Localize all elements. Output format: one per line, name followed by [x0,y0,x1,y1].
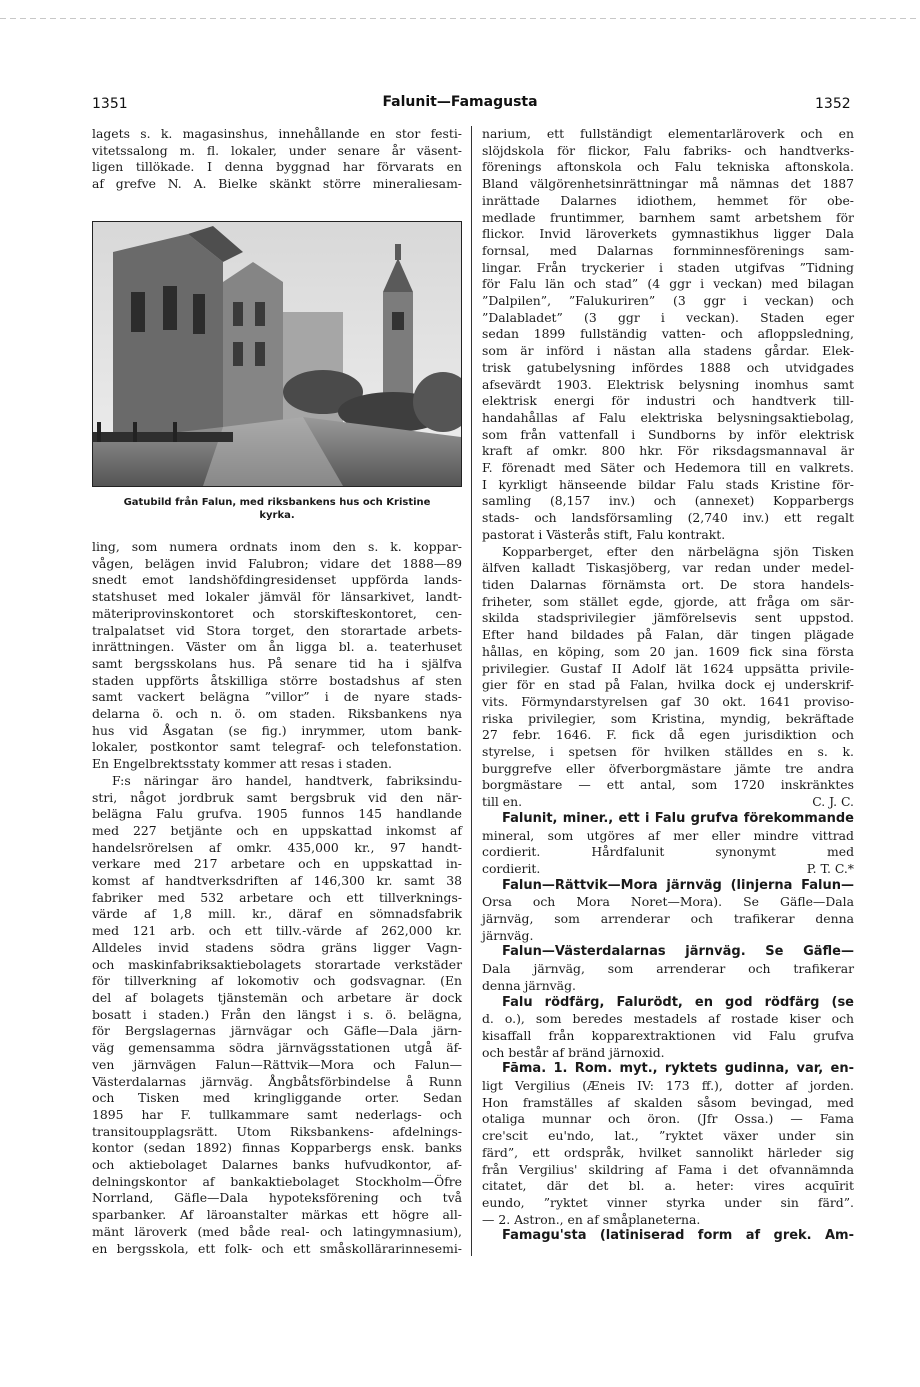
text-line: snedt emot landshöfdingresidenset uppförda lands- [92,572,462,588]
street-photo [92,221,462,487]
text-line: Bland välgörenhetsinrättningar må nämnas det 1887 [482,176,854,192]
text-line: ligt Vergilius (Æneis IV: 173 ff.), dotter af jorden. [482,1078,854,1094]
text-line: hållas, en köping, som 20 jan. 1609 fick sina första [482,643,854,659]
text-line: del af bolagets tjänstemän och arbetare är dock [92,989,462,1005]
text-line: som från vattenfall i Sundborns by inför elektrisk [482,426,854,442]
text-line: En Engelbrektsstaty kommer att resas i staden. [92,756,392,772]
text-line: elektrisk energi för industri och handtverk till- [482,393,854,409]
text-line: inrättningen. Väster om ån ligga bl. a. teaterhuset [92,639,462,655]
text-line: Alldeles invid stadens södra gräns ligger Vagn- [92,939,462,955]
text-line: ”Dalabladet” (3 ggr i veckan). Staden eger [482,309,854,325]
text-line: trisk gatubelysning infördes 1888 och utvidgades [482,359,854,375]
entry-end-line [482,861,854,878]
text-line: otaliga munnar och öron. (Jfr Ossa.) — Fama [482,1111,854,1127]
text-line: lokaler, postkontor samt telegraf- och telefonstation. [92,739,462,755]
text-line: F:s näringar äro handel, handtverk, fabriksindu- [112,772,462,788]
text-line: statshuset med lokaler jämväl för länsarkivet, landt- [92,589,462,605]
text-line: och aktiebolaget Dalarnes banks hufvudkontor, af- [92,1157,462,1173]
text-line: slöjdskola för flickor, Falu fabriks- och handtverks- [482,142,854,158]
text-line: mineral, som utgöres af mer eller mindre vittrad [482,827,854,843]
scan-top-rule [0,18,920,19]
text-line: af grefve N. A. Bielke skänkt större mineraliesam- [92,176,462,192]
page-number-right: 1352 [815,96,851,112]
text-line: samling (8,157 inv.) och (annexet) Kopparbergs [482,493,854,509]
text-line: stri, något jordbruk samt bergsbruk vid den när- [92,789,462,805]
text-line: Orsa och Mora Noret—Mora). Se Gäfle—Dala [482,894,854,910]
author-signature: P. T. C.* [806,860,854,876]
text-line: samt bergsskolans hus. På senare tid ha i själfva [92,655,462,671]
text-line: Kopparberget, efter den närbelägna sjön Tisken [502,543,854,559]
text-line: inrättade Dalarnes idiothem, hemmet för obe- [482,192,854,208]
text-line: cordierit. Hårdfalunit synonymt med [482,844,854,860]
street-photo-image [93,222,461,486]
author-signature: C. J. C. [812,794,854,810]
text-line: styrelse, i spetsen för hvilken ställdes en s. k. [482,744,854,760]
text-line: verkare med 217 arbetare och en uppskattad in- [92,856,462,872]
text-line: tiden Dalarnas förnämsta ort. De stora handels- [482,576,854,592]
text-line: lagets s. k. magasinshus, innehållande en stor festi- [92,126,462,141]
text-line: fornsal, med Dalarnas fornminnesförenings sam- [482,242,854,258]
text-line: burggrefve eller öfverborgmästare jämte tre andra [482,760,854,776]
text-line: mänt läroverk (med både real- och latingymnasium), [92,1223,462,1239]
column-divider [471,126,472,1256]
entry-falun-rattvik-mora: Falun—Rättvik—Mora järnväg (linjerna Falun— [502,877,854,893]
text-line: med 227 betjänte och en uppskattad inkomst af [92,822,462,838]
text-line: kisaffall från kopparextraktionen vid Falu grufva [482,1027,854,1043]
text-line: med 121 arb. och ett tillv.-värde af 262,000 kr. [92,923,462,939]
text-line: gier för en stad på Falan, hvilka dock ej underskrif- [482,677,854,693]
text-line: handahållas af Falu elektriska belysningsaktiebolag, [482,409,854,425]
text-line: förenings aftonskola och Falu tekniska aftonskola. [482,159,854,175]
text-line: vits. Förmyndarstyrelsen gaf 30 okt. 1641 proviso- [482,693,854,709]
text-line: staden uppförts åtskilliga större bostadshus af sten [92,672,462,688]
text-line: 1895 har F. tullkammare samt nederlags- och [92,1106,462,1122]
text-line: fabriker med 532 arbetare och ett tillverknings- [92,889,462,905]
text-line: mäteriprovinskontoret och storskifteskontoret, cen- [92,605,462,621]
text-line: afsevärdt 1903. Elektrisk belysning inomhus samt [482,376,854,392]
text-line: till en. [482,794,523,810]
text-line: ling, som numera ordnats inom den s. k. koppar- [92,539,462,554]
entry-falunit: Falunit, miner., ett i Falu grufva förekommande [502,810,854,826]
text-line: delningskontor af bankaktiebolaget Stockholm—Öfre [92,1173,462,1189]
text-line: vitetssalong m. fl. lokaler, under senare år väsent- [92,142,462,158]
text-line: delarna ö. och n. ö. om staden. Riksbankens nya [92,706,462,722]
entry-fama: Fāma. 1. Rom. myt., ryktets gudinna, var, en- [502,1061,854,1077]
text-line: järnväg, som arrenderar och trafikerar denna [482,911,854,927]
text-line: pastorat i Västerås stift, Falu kontrakt. [482,526,726,542]
text-line: en bergsskola, ett folk- och ett småskollärarinnesemi- [92,1240,462,1256]
text-line: Dala järnväg, som arrenderar och trafikerar [482,961,854,977]
text-line: cre'scit eu'ndo, lat., ”ryktet växer under sin [482,1128,854,1144]
text-line: friheter, som stället egde, gjorde, att fråga om sär- [482,593,854,609]
text-line: järnväg. [482,927,534,943]
text-line: Norrland, Gäfle—Dala hypoteksförening och två [92,1190,462,1206]
text-line: citatet, där det bl. a. heter: vires acquīrit [482,1178,854,1194]
text-line: 27 febr. 1646. F. fick då egen jurisdiktion och [482,727,854,743]
left-column-top [92,126,462,193]
text-line: lingar. Från tryckerier i staden utgifvas ”Tidning [482,259,854,275]
text-line: Västerdalarnas järnväg. Ångbåtsförbindelse å Runn [92,1073,462,1089]
text-line: handelsrörelsen af omkr. 435,000 kr., 97 handt- [92,839,462,855]
text-line: I kyrkligt hänseende bildar Falu stads Kristine för- [482,476,854,492]
text-line: samt vackert belägna ”villor” i de nyare stads- [92,689,462,705]
text-line: — 2. Astron., en af småplaneterna. [482,1211,701,1227]
text-line: och Tisken med kringliggande orter. Sedan [92,1090,462,1106]
text-line: ven järnvägen Falun—Rättvik—Mora och Falun— [92,1056,462,1072]
entry-falu-rodfarg: Falu rödfärg, Falurödt, en god rödfärg (se [502,994,854,1010]
caption-line: Gatubild från Falun, med riksbankens hus och Kristine [123,497,431,508]
text-line: medlade fruntimmer, barnhem samt arbetshem för [482,209,854,225]
entry-famagusta: Famagu'sta (latiniserad form af grek. Am- [502,1228,854,1244]
text-line: transitoupplagsrätt. Utom Riksbankens- afdelnings- [92,1123,462,1139]
text-line: för tillverkning af lokomotiv och godsvagnar. (En [92,973,462,989]
text-line: stads- och landsförsamling (2,740 inv.) ett regalt [482,510,854,526]
text-line: väg gemensamma södra järnvägsstationen utgå äf- [92,1040,462,1056]
text-line: ”Dalpilen”, ”Falukuriren” (3 ggr i veckan) och [482,293,854,309]
running-head-title: Falunit—Famagusta [382,94,538,110]
text-line: eundo, ”ryktet vinner styrka under sin färd”. [482,1195,854,1210]
text-line: och består af bränd järnoxid. [482,1044,665,1060]
text-line: för Falu län och stad” (4 ggr i veckan) med bilagan [482,276,854,292]
page-number-left: 1351 [92,96,128,112]
text-line: riska privilegier, som Kristina, myndig, bekräftade [482,710,854,726]
text-line: hus vid Åsgatan (se fig.) inrymmer, utom bank- [92,722,462,738]
text-line: d. o.), som beredes mestadels af rostade kiser och [482,1011,854,1027]
text-line: Efter hand bildades på Falan, där tingen plägade [482,627,854,643]
text-line: cordierit. [482,860,541,876]
text-line: narium, ett fullständigt elementarläroverk och en [482,126,854,141]
text-line: komst af handtverksdriften af 146,300 kr. samt 38 [92,873,462,889]
text-line: denna järnväg. [482,977,576,993]
text-line: borgmästare — ett antal, som 1720 inskränktes [482,777,854,793]
text-line: F. förenadt med Säter och Hedemora till en valkrets. [482,460,854,476]
left-column-bottom [92,539,462,1257]
text-line: värde af 1,8 mill. kr., däraf en sömnadsfabrik [92,906,462,922]
text-line: vågen, belägen invid Falubron; vidare det 1888—89 [92,555,462,571]
text-line: flickor. Invid läroverkets gymnastikhus ligger Dala [482,226,854,242]
text-line: färd”, ett ordspråk, hvilket sannolikt härleder sig [482,1144,854,1160]
text-line: och maskinfabriksaktiebolagets storartade verkstäder [92,956,462,972]
text-line: sparbanker. Af läroanstalter märkas ett högre all- [92,1207,462,1223]
text-line: skilda stadsprivilegier jämförelsevis sent uppstod. [482,610,854,626]
figure-caption [92,496,462,522]
text-line: för Bergslagernas järnvägar och Gäfle—Dala järn- [92,1023,462,1039]
text-line: sedan 1899 fullständig vatten- och afloppsledning, [482,326,854,342]
caption-line: kyrka. [259,510,295,521]
entry-falun-vasterdalarnas: Falun—Västerdalarnas järnväg. Se Gäfle— [502,944,854,960]
text-line: ligen tillökade. I denna byggnad har förvarats en [92,159,462,175]
text-line: kraft af omkr. 800 hkr. För riksdagsmannaval är [482,443,854,459]
text-line: Hon framställes af skalden såsom bevingad, med [482,1094,854,1110]
text-line: bosatt i staden.) Från den längst i s. ö. belägna, [92,1006,462,1022]
right-column [482,126,854,1245]
text-line: belägna Falu grufva. 1905 funnos 145 handlande [92,806,462,822]
text-line: från Vergilius' skildring af Fama i det ofvannämnda [482,1161,854,1177]
entry-end-line [482,794,854,811]
text-line: älfven kalladt Tiskasjöberg, var redan under medel- [482,560,854,576]
text-line: privilegier. Gustaf II Adolf lät 1624 uppsätta privile- [482,660,854,676]
text-line: kontor (sedan 1892) finnas Kopparbergs ensk. banks [92,1140,462,1156]
text-line: som är införd i nästan alla stadens gårdar. Elek- [482,343,854,359]
text-line: tralpalatset vid Stora torget, den storartade arbets- [92,622,462,638]
